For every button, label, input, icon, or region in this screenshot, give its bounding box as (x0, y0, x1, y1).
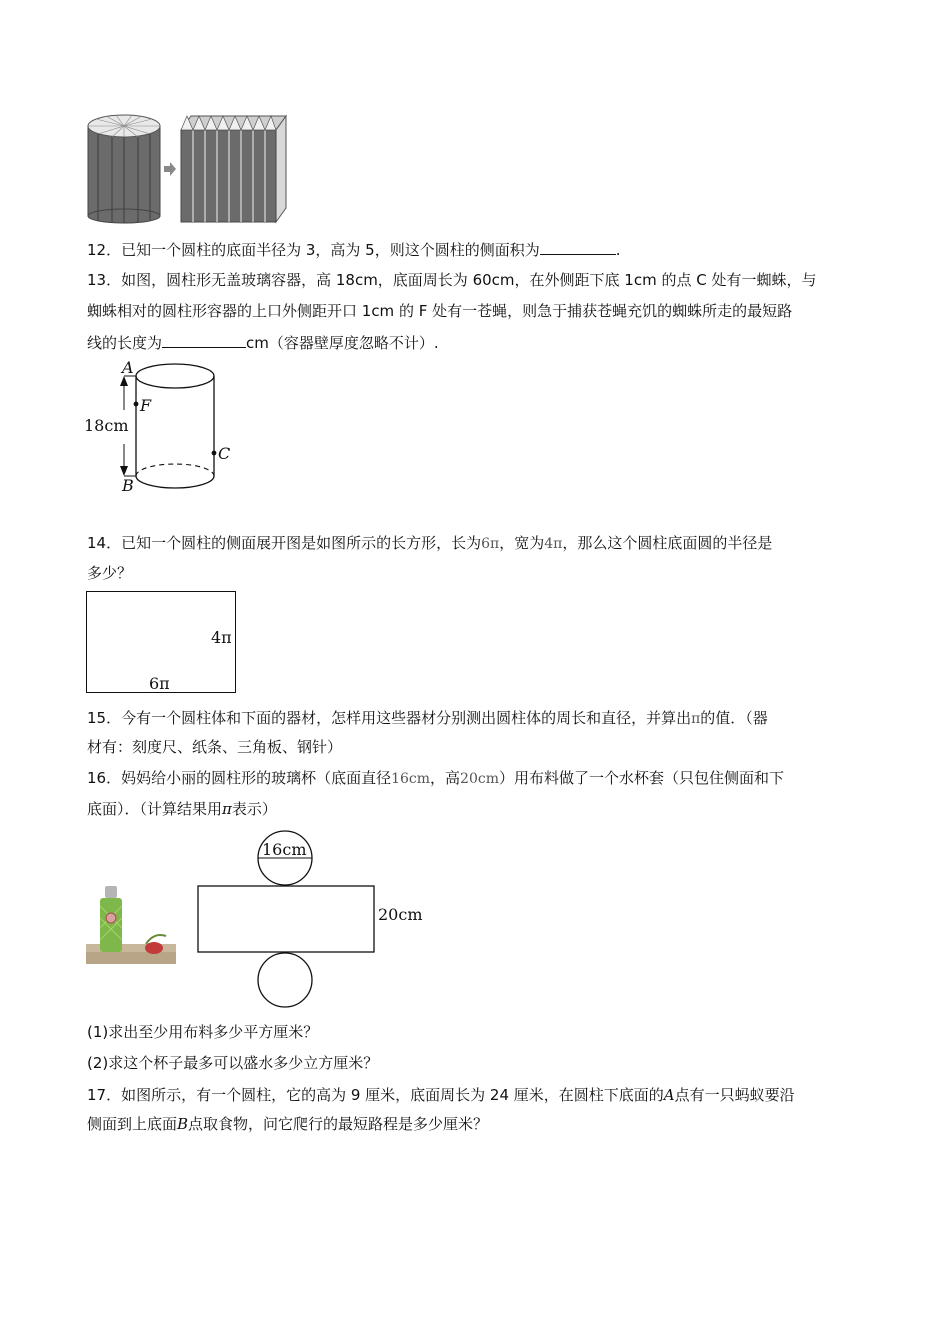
question-16-sub-1: (1)求出至少用布料多少平方厘米？ (87, 1023, 319, 1041)
q15-pi: π (691, 711, 701, 727)
q12-end: . (615, 241, 621, 259)
height-20cm-label: 20cm (378, 905, 423, 924)
q12-text: 12．已知一个圆柱的底面半径为 3，高为 5，则这个圆柱的侧面积为 (87, 241, 540, 259)
q16-diameter: 16cm (391, 771, 431, 787)
q17-point-a: A (663, 1086, 675, 1104)
question-17-line-1 (87, 1085, 795, 1105)
q14-line1-c: ，那么这个圆柱底面圆的半径是 (562, 534, 773, 552)
question-16-line-2 (87, 799, 277, 819)
q17-line1-b: 点有一只蚂蚁要沿 (674, 1086, 795, 1104)
question-15-line-1 (87, 708, 768, 729)
q16-line2-a: 底面）．（计算结果用 (87, 800, 223, 818)
q14-length: 6π (481, 536, 500, 552)
q14-line1-b: ，宽为 (499, 534, 545, 552)
q17-line2-a: 侧面到上底面 (87, 1115, 178, 1133)
question-13-line-2: 蜘蛛相对的圆柱形容器的上口外侧距开口 1cm 的 F 处有一苍蝇，则急于捕获苍蝇充饥的蜘蛛所走的最短路 (87, 302, 793, 320)
cup-photo (86, 882, 176, 966)
question-17-line-2 (87, 1114, 488, 1134)
q16-height: 20cm (460, 771, 499, 787)
q17-line2-b: 点取食物，问它爬行的最短路程是多少厘米？ (188, 1115, 489, 1133)
q16-line1-c: ）用布料做了一个水杯套（只包住侧面和下 (498, 769, 784, 787)
rectangle-figure (86, 591, 236, 693)
q13-line3-post: cm（容器壁厚度忽略不计）. (246, 334, 439, 352)
q14-width: 4π (544, 536, 563, 552)
height-18cm-label: 18cm (84, 416, 129, 435)
q13-line3-pre: 线的长度为 (87, 334, 163, 352)
q17-point-b: B (177, 1115, 189, 1133)
question-12 (87, 240, 621, 260)
q15-line1-b: 的值．（器 (700, 709, 768, 727)
q13-answer-blank (162, 333, 246, 348)
point-b-label: B (122, 476, 134, 495)
length-6pi-label: 6π (149, 674, 170, 693)
q16-line1-a: 16．妈妈给小丽的圆柱形的玻璃杯（底面直径 (87, 769, 392, 787)
circle-16cm-label: 16cm (262, 840, 307, 859)
point-f-label: F (140, 396, 152, 415)
cylinder-unroll-figure (86, 112, 292, 224)
question-13-line-1: 13．如图，圆柱形无盖玻璃容器，高 18cm，底面周长为 60cm，在外侧距下底 1cm 的点 C 处有一蜘蛛，与 (87, 271, 817, 289)
question-16-sub-2: (2)求这个杯子最多可以盛水多少立方厘米？ (87, 1054, 379, 1072)
question-13-line-3 (87, 333, 439, 353)
point-c-label: C (218, 444, 231, 463)
question-16-line-1 (87, 768, 784, 789)
q16-line1-b: ，高 (430, 769, 461, 787)
cylinder-container-figure (84, 358, 244, 498)
cup-cover-net-figure (196, 830, 436, 1010)
q15-line1-a: 15．今有一个圆柱体和下面的器材，怎样用这些器材分别测出圆柱体的周长和直径，并算出 (87, 709, 692, 727)
q14-line1-a: 14．已知一个圆柱的侧面展开图是如图所示的长方形，长为 (87, 534, 482, 552)
q16-pi: π (222, 800, 232, 818)
q12-answer-blank (540, 240, 616, 255)
question-15-line-2: 材有：刻度尺、纸条、三角板、钢针） (87, 738, 343, 756)
question-14-line-2: 多少？ (87, 564, 133, 582)
q17-line1-a: 17．如图所示，有一个圆柱，它的高为 9 厘米，底面周长为 24 厘米，在圆柱下底面的 (87, 1086, 664, 1104)
point-a-label: A (122, 358, 134, 377)
question-14-line-1 (87, 533, 772, 554)
q16-line2-b: 表示） (231, 800, 277, 818)
width-4pi-label: 4π (211, 628, 232, 647)
